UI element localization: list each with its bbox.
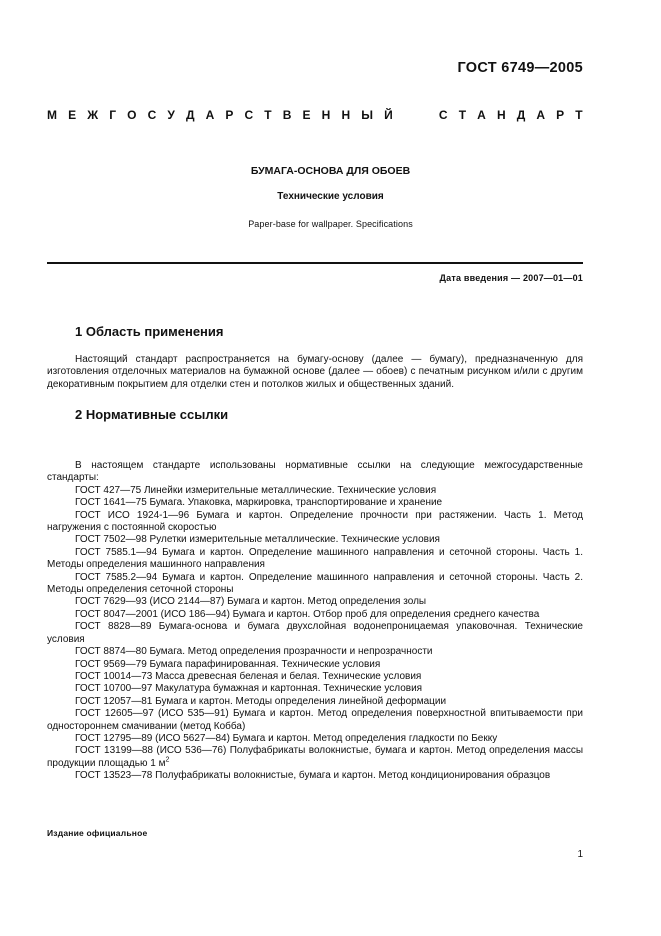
english-title: Paper-base for wallpaper. Specifications	[248, 219, 413, 229]
reference-item: ГОСТ 10700—97 Макулатура бумажная и картонная. Технические условия	[75, 683, 423, 695]
document-subtitle: Технические условия	[277, 191, 384, 202]
banner-letter: У	[167, 108, 175, 122]
banner-letter: А	[536, 108, 546, 122]
reference-item: ГОСТ 8828—89 Бумага-основа и бумага двухслойная водонепроницаемая упаковочная. Технические условия	[47, 621, 583, 645]
interstate-standard-banner	[47, 107, 583, 123]
reference-item: ГОСТ 12795—89 (ИСО 5627—84) Бумага и картон. Метод определения гладкости по Бекку	[75, 732, 498, 744]
section-2-heading: 2 Нормативные ссылки	[75, 407, 229, 422]
official-edition-label: Издание официальное	[47, 828, 148, 838]
section-1-text: Настоящий стандарт распространяется на бумагу-основу (далее — бумагу), предназначенную для изготовления отделочных материалов на бумажной основе (далее — обоев) с печатным рисунком и/или с другим декоративным покрытием для отделки стен и потолков жилых и общественных зданий.	[47, 354, 583, 390]
banner-letter: О	[127, 108, 137, 122]
reference-item: ГОСТ 13523—78 Полуфабрикаты волокнистые, бумага и картон. Метод кондиционирования образцов	[75, 770, 551, 782]
banner-letter: Е	[302, 108, 311, 122]
reference-item: ГОСТ ИСО 1924-1—96 Бумага и картон. Определение прочности при растяжении. Часть 1. Метод нагружения с постоянной скоростью	[47, 509, 583, 534]
banner-letter: Т	[458, 108, 467, 122]
header-divider	[47, 262, 583, 264]
reference-item: ГОСТ 8874—80 Бумага. Метод определения прозрачности и непрозрачности	[75, 646, 433, 658]
banner-letter: М	[47, 108, 57, 122]
banner-letter: Ы	[361, 108, 373, 122]
reference-item: ГОСТ 8047—2001 (ИСО 186—94) Бумага и картон. Отбор проб для определения среднего качества	[75, 608, 540, 620]
reference-item: ГОСТ 1641—75 Бумага. Упаковка, маркировка, транспортирование и хранение	[75, 497, 443, 509]
reference-item	[47, 745, 583, 770]
banner-letter: Д	[185, 108, 195, 122]
reference-item: ГОСТ 9569—79 Бумага парафинированная. Технические условия	[75, 658, 381, 670]
area-superscript: 2	[165, 756, 170, 764]
banner-letter: Й	[384, 108, 393, 122]
banner-letter: В	[282, 108, 292, 122]
banner-letter: Н	[321, 108, 331, 122]
reference-item: ГОСТ 12057—81 Бумага и картон. Методы определения линейной деформации	[75, 695, 447, 707]
banner-letter: Ж	[87, 108, 99, 122]
banner-letter: Т	[264, 108, 272, 122]
banner-letter: Н	[341, 108, 351, 122]
reference-item: ГОСТ 7629—93 (ИСО 2144—87) Бумага и картон. Метод определения золы	[75, 596, 427, 608]
reference-item: ГОСТ 10014—73 Масса древесная беленая и белая. Технические условия	[75, 670, 422, 682]
banner-letter: Т	[575, 108, 583, 122]
document-title: БУМАГА-ОСНОВА ДЛЯ ОБОЕВ	[250, 165, 411, 177]
banner-letter: Р	[556, 108, 565, 122]
banner-letter: Г	[109, 108, 117, 122]
page-number: 1	[577, 849, 583, 860]
introduction-date: Дата введения — 2007—01—01	[439, 273, 583, 283]
section-1-heading: 1 Область применения	[75, 324, 224, 339]
references-intro: В настоящем стандарте использованы нормативные ссылки на следующие межгосударственные стандарты:	[47, 460, 583, 484]
banner-letter: Р	[225, 108, 234, 122]
banner-letter: Е	[68, 108, 77, 122]
reference-item: ГОСТ 7585.1—94 Бумага и картон. Определение машинного направления и сеточной стороны. Часть 1. Методы определения машинного направления	[47, 546, 583, 571]
banner-letter: С	[244, 108, 254, 122]
banner-letter: А	[477, 108, 486, 122]
reference-item: ГОСТ 427—75 Линейки измерительные металлические. Технические условия	[75, 484, 437, 496]
reference-item: ГОСТ 7502—98 Рулетки измерительные металлические. Технические условия	[75, 534, 440, 546]
banner-letter: Д	[516, 108, 526, 122]
normative-references	[47, 460, 583, 783]
banner-letter: С	[147, 108, 157, 122]
banner-letter: Н	[496, 108, 506, 122]
reference-item: ГОСТ 12605—97 (ИСО 535—91) Бумага и картон. Метод определения поверхностной впитываемости при одностороннем смачивании (метод Кобба)	[47, 708, 583, 732]
banner-letter: А	[205, 108, 215, 122]
reference-item: ГОСТ 7585.2—94 Бумага и картон. Определение машинного направления и сеточной стороны. Часть 2. Методы определения сеточной стороны	[47, 571, 583, 596]
reference-text: ГОСТ 13199—88 (ИСО 536—76) Полуфабрикаты волокнистые, бумага и картон. Метод определения массы продукции площадью 1 м	[47, 745, 583, 769]
banner-letter: С	[438, 108, 448, 122]
standard-code: ГОСТ 6749—2005	[457, 60, 583, 76]
